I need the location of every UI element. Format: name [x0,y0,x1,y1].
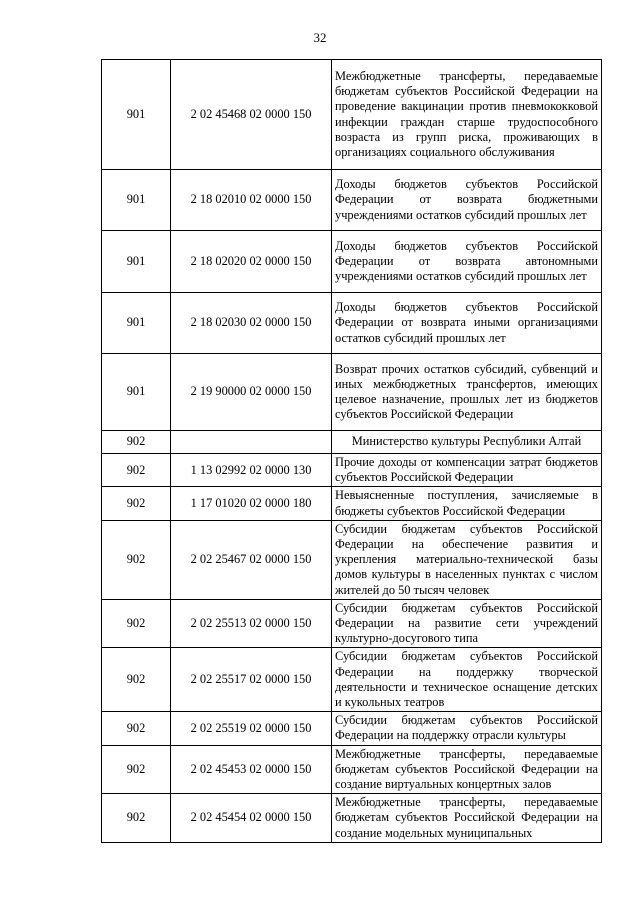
admin-code-cell: 902 [102,454,171,487]
revenue-name-cell: Субсидии бюджетам субъектов Российской Федерации на развитие сети учреждений культурно-досугового типа [332,599,602,648]
revenue-name-cell: Прочие доходы от компенсации затрат бюджетов субъектов Российской Федерации [332,454,602,487]
table-row [102,520,602,599]
budget-code-cell: 2 18 02010 02 0000 150 [171,170,332,231]
table-row [102,648,602,712]
admin-code-cell: 901 [102,170,171,231]
revenue-name-cell: Субсидии бюджетам субъектов Российской Федерации на поддержку отрасли культуры [332,712,602,745]
budget-code-cell: 1 17 01020 02 0000 180 [171,487,332,520]
budget-code-cell: 2 19 90000 02 0000 150 [171,354,332,431]
page-number: 32 [313,30,327,45]
admin-code-cell: 902 [102,648,171,712]
table-row [102,60,602,170]
revenue-name-cell: Возврат прочих остатков субсидий, субвенций и иных межбюджетных трансфертов, имеющих целевое назначение, прошлых лет из бюджетов субъектов Российской Федерации [332,354,602,431]
admin-code-cell: 902 [102,487,171,520]
admin-code-cell: 902 [102,794,171,843]
revenue-name-cell: Межбюджетные трансферты, передаваемые бюджетам субъектов Российской Федерации на создание модельных муниципальных [332,794,602,843]
budget-code-cell: 2 02 25517 02 0000 150 [171,648,332,712]
table-row [102,712,602,745]
ministry-heading-cell: Министерство культуры Республики Алтай [332,431,602,454]
revenue-name-cell: Невыясненные поступления, зачисляемые в бюджеты субъектов Российской Федерации [332,487,602,520]
admin-code-cell: 902 [102,431,171,454]
admin-code-cell: 901 [102,354,171,431]
table-row [102,170,602,231]
table-row [102,745,602,794]
revenue-name-cell: Межбюджетные трансферты, передаваемые бюджетам субъектов Российской Федерации на проведение вакцинации против пневмококковой инфекции граждан старше трудоспособного возраста из групп риска, проживающих в организациях социального обслуживания [332,60,602,170]
table-row [102,487,602,520]
budget-code-cell: 2 02 45454 02 0000 150 [171,794,332,843]
admin-code-cell: 901 [102,60,171,170]
budget-code-cell: 2 18 02020 02 0000 150 [171,231,332,293]
budget-code-cell: 2 02 45468 02 0000 150 [171,60,332,170]
revenue-name-cell: Доходы бюджетов субъектов Российской Федерации от возврата иными организациями остатков субсидий прошлых лет [332,293,602,354]
table-row [102,431,602,454]
table-row [102,354,602,431]
admin-code-cell: 902 [102,745,171,794]
admin-code-cell: 901 [102,293,171,354]
table-row [102,599,602,648]
budget-code-cell: 2 02 25467 02 0000 150 [171,520,332,599]
revenue-name-cell: Субсидии бюджетам субъектов Российской Федерации на поддержку творческой деятельности и техническое оснащение детских и кукольных театров [332,648,602,712]
revenue-name-cell: Доходы бюджетов субъектов Российской Федерации от возврата автономными учреждениями остатков субсидий прошлых лет [332,231,602,293]
table-row [102,454,602,487]
revenue-name-cell: Межбюджетные трансферты, передаваемые бюджетам субъектов Российской Федерации на создание виртуальных концертных залов [332,745,602,794]
budget-code-cell: 2 02 25519 02 0000 150 [171,712,332,745]
budget-code-cell [171,431,332,454]
revenue-name-cell: Доходы бюджетов субъектов Российской Федерации от возврата бюджетными учреждениями остатков субсидий прошлых лет [332,170,602,231]
admin-code-cell: 902 [102,599,171,648]
admin-code-cell: 901 [102,231,171,293]
budget-code-cell: 1 13 02992 02 0000 130 [171,454,332,487]
admin-code-cell: 902 [102,520,171,599]
revenue-codes-table [101,59,602,843]
table-row [102,794,602,843]
admin-code-cell: 902 [102,712,171,745]
budget-code-cell: 2 18 02030 02 0000 150 [171,293,332,354]
table-row [102,293,602,354]
budget-code-cell: 2 02 45453 02 0000 150 [171,745,332,794]
table-row [102,231,602,293]
budget-code-cell: 2 02 25513 02 0000 150 [171,599,332,648]
revenue-name-cell: Субсидии бюджетам субъектов Российской Федерации на обеспечение развития и укрепления материально-технической базы домов культуры в населенных пунктах с числом жителей до 50 тысяч человек [332,520,602,599]
